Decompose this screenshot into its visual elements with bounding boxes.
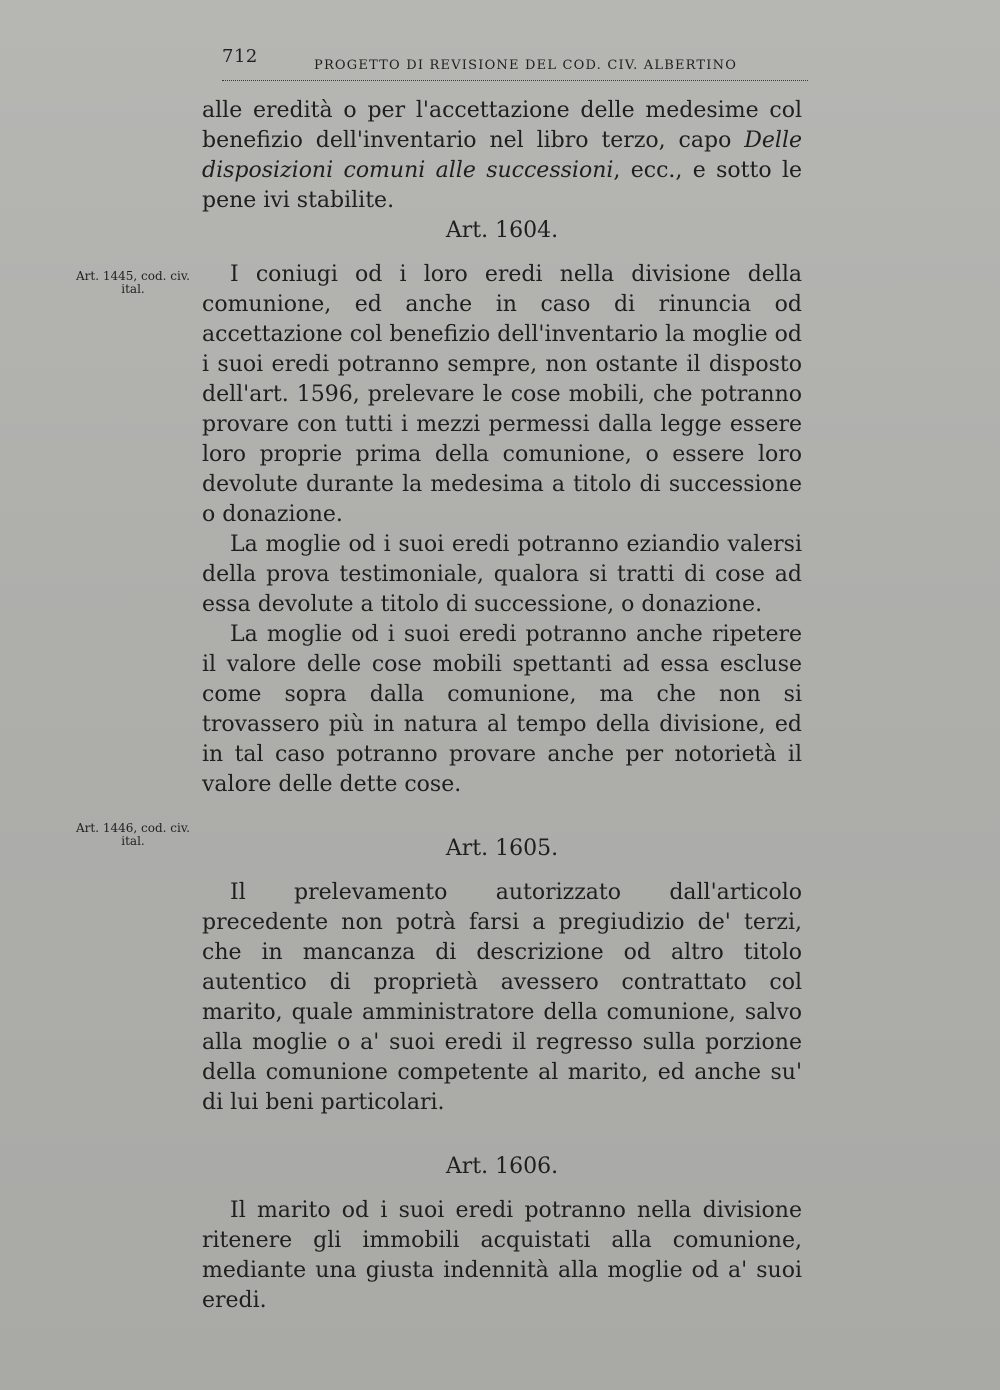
article-1606: [202, 1152, 802, 1316]
article-1605: [202, 834, 802, 1118]
article-1604: [202, 216, 802, 800]
continuation-text-start: alle eredità o per l'accettazione delle medesime col benefizio dell'inventario nel libro terzo, capo: [202, 98, 802, 153]
margin-note-art-1605: Art. 1446, cod. civ. ital.: [75, 821, 190, 848]
body-text: [202, 96, 802, 1350]
article-paragraph: Il marito od i suoi eredi potranno nella divisione ritenere gli immobili acquistati alla comunione, mediante una giusta indennità alla moglie od a' suoi eredi.: [202, 1198, 802, 1313]
article-paragraph: Il prelevamento autorizzato dall'articolo precedente non potrà farsi a pregiudizio de' terzi, che in mancanza di descrizione od altro titolo autentico di proprietà avessero contrattato col marito, quale amministratore della comunione, salvo alla moglie o a' suoi eredi il regresso sulla porzione della comunione competente al marito, ed anche su' di lui beni particolari.: [202, 880, 802, 1115]
page-number: 712: [222, 46, 258, 67]
article-heading: Art. 1606.: [445, 1154, 559, 1179]
article-paragraph: La moglie od i suoi eredi potranno eziandio valersi della prova testimoniale, qualora si tratti di cose ad essa devolute a titolo di successione, o donazione.: [202, 532, 802, 617]
article-paragraph: I coniugi od i loro eredi nella divisione della comunione, ed anche in caso di rinuncia od accettazione col benefizio dell'inventario la moglie od i suoi eredi potranno sempre, non ostante il disposto dell'art. 1596, prelevare le cose mobili, che potranno provare con tutti i mezzi permessi dalla legge essere loro proprie prima della comunione, o essere loro devolute durante la medesima a titolo di successione o donazione.: [202, 262, 802, 527]
running-head-title: PROGETTO DI REVISIONE DEL COD. CIV. ALBERTINO: [314, 58, 738, 73]
article-heading: Art. 1604.: [445, 218, 559, 243]
continuation-italic-title: Delle disposizioni comuni alle successioni: [202, 128, 802, 183]
article-heading: Art. 1605.: [445, 836, 559, 861]
running-head: [222, 46, 808, 81]
continuation-text-end: , ecc., e sotto le pene ivi stabilite.: [202, 158, 802, 213]
continuation-paragraph: [202, 96, 802, 216]
article-paragraph: La moglie od i suoi eredi potranno anche ripetere il valore delle cose mobili spettanti ad essa escluse come sopra dalla comunione, ma che non si trovassero più in natura al tempo della divisione, ed in tal caso potranno provare anche per notorietà il valore delle dette cose.: [202, 622, 802, 797]
margin-note-art-1604: Art. 1445, cod. civ. ital.: [75, 269, 190, 296]
